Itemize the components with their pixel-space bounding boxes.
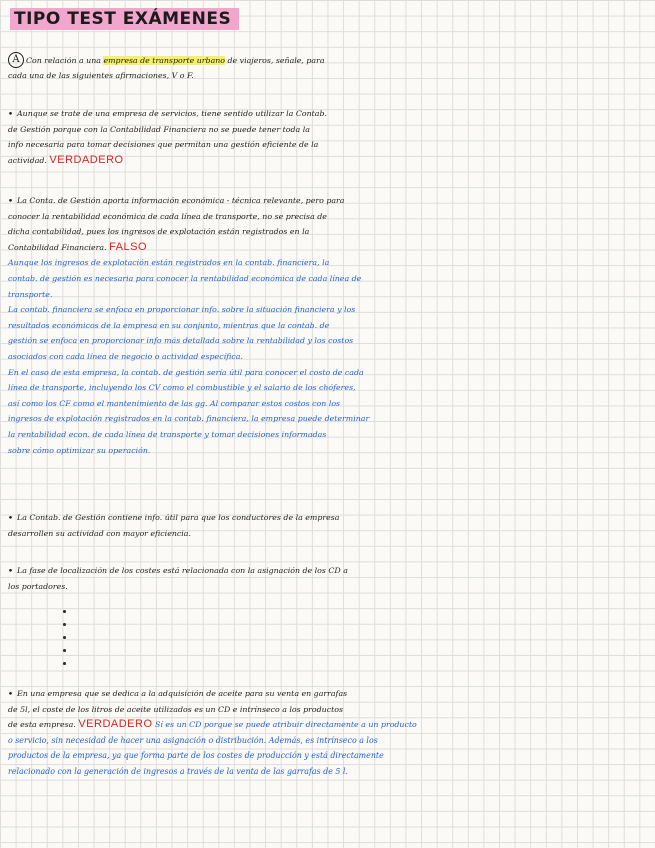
explanation-line: ingresos de explotación registrados en la contab. financiera, la empresa puede determinar — [8, 414, 370, 424]
statement-line: En una empresa que se dedica a la adquisición de aceite para su venta en garrafas — [17, 689, 348, 698]
question-text-start: Con relación a una — [26, 56, 104, 65]
explanation-line: línea de transporte, incluyendo los CV como el combustible y el salario de los chóferes, — [8, 383, 356, 393]
bullet-icon: • — [8, 196, 14, 205]
dot-mark — [63, 649, 66, 652]
bullet-icon: • — [8, 566, 14, 575]
statement-5 — [8, 686, 648, 780]
explanation-line: En el caso de esta empresa, la contab. de gestión sería útil para conocer el costo de cada — [8, 367, 364, 377]
statement-line: de 5l, el coste de los litros de aceite utilizados es un CD e intrínseco a los productos — [8, 704, 343, 714]
bullet-icon: • — [8, 689, 14, 698]
ellipsis-dots — [63, 610, 67, 675]
statement-4 — [8, 563, 648, 594]
explanation-line: así como los CF como el mantenimiento de las gg. Al comparar estos costos con los — [8, 398, 341, 408]
verdict-true: VERDADERO — [49, 153, 124, 166]
explanation-line: Aunque los ingresos de explotación están registrados en la contab. financiera, la — [8, 258, 330, 268]
statement-line: dicha contabilidad, pues los ingresos de explotación están registrados en la — [8, 227, 310, 237]
page-title: TIPO TEST EXÁMENES — [10, 8, 239, 30]
verdict-false: FALSO — [109, 240, 148, 253]
statement-line: La fase de localización de los costes está relacionada con la asignación de los CD a — [17, 566, 348, 575]
dot-mark — [63, 636, 66, 639]
statement-line: conocer la rentabilidad económica de cada línea de transporte, no se precisa de — [8, 211, 327, 221]
explanation-line: transporte. — [8, 289, 53, 299]
explanation-line: la rentabilidad econ. de cada línea de transporte y tomar decisiones informadas — [8, 429, 327, 439]
verdict-true: VERDADERO — [78, 718, 153, 731]
dot-mark — [63, 610, 66, 613]
statement-line: de Gestión porque con la Contabilidad Financiera no se puede tener toda la — [8, 124, 310, 134]
explanation-line: gestión se enfoca en proporcionar info más detallada sobre la rentabilidad y los costos — [8, 336, 354, 346]
statement-line: info necesaria para tomar decisiones que permitan una gestión eficiente de la — [8, 140, 319, 150]
explanation-line: La contab. financiera se enfoca en proporcionar info. sobre la situación financiera y los — [8, 305, 356, 315]
explanation-line: resultados económicos de la empresa en su conjunto, mientras que la contab. de — [8, 320, 330, 330]
explanation-line: sobre cómo optimizar su operación. — [8, 445, 151, 455]
statement-line: La Conta. de Gestión aporta información económica - técnica relevante, pero para — [17, 196, 345, 205]
statement-3 — [8, 510, 648, 541]
question-line-2: cada una de las siguientes afirmaciones, V o F. — [8, 70, 194, 80]
statement-line: actividad. — [8, 155, 47, 165]
statement-1 — [8, 106, 648, 168]
explanation-line: asociados con cada línea de negocio o actividad específica. — [8, 351, 243, 361]
question-statement — [8, 52, 648, 83]
explanation-line: productos de la empresa, ya que forma parte de los costes de producción y está directamente — [8, 751, 384, 761]
statement-line: los portadores. — [8, 581, 68, 591]
question-text-end: de viajeros, señale, para — [225, 56, 325, 65]
explanation-line: relacionado con la generación de ingresos a través de la venta de las garrafas de 5 l. — [8, 766, 348, 776]
highlighted-phrase: empresa de transporte urbano — [103, 56, 226, 65]
statement-line: de esta empresa. — [8, 720, 76, 730]
statement-line: desarrollen su actividad con mayor eficiencia. — [8, 528, 191, 538]
explanation-line: o servicio, sin necesidad de hacer una asignación o distribución. Además, es intrínseco a los — [8, 735, 378, 745]
explanation-2 — [8, 255, 648, 458]
explanation-line: Sí es un CD porque se puede atribuir directamente a un producto — [155, 720, 417, 730]
statement-line: Contabilidad Financiera. — [8, 242, 107, 252]
dot-mark — [63, 623, 66, 626]
explanation-line: contab. de gestión es necesaria para conocer la rentabilidad económica de cada línea de — [8, 273, 362, 283]
statement-2 — [8, 193, 648, 458]
bullet-icon: • — [8, 109, 14, 118]
question-number: A — [8, 52, 24, 68]
statement-line: Aunque se trate de una empresa de servicios, tiene sentido utilizar la Contab. — [17, 109, 327, 118]
dot-mark — [63, 662, 66, 665]
explanation-5 — [8, 733, 648, 780]
bullet-icon: • — [8, 513, 14, 522]
statement-line: La Contab. de Gestión contiene info. útil para que los conductores de la empresa — [17, 513, 340, 522]
